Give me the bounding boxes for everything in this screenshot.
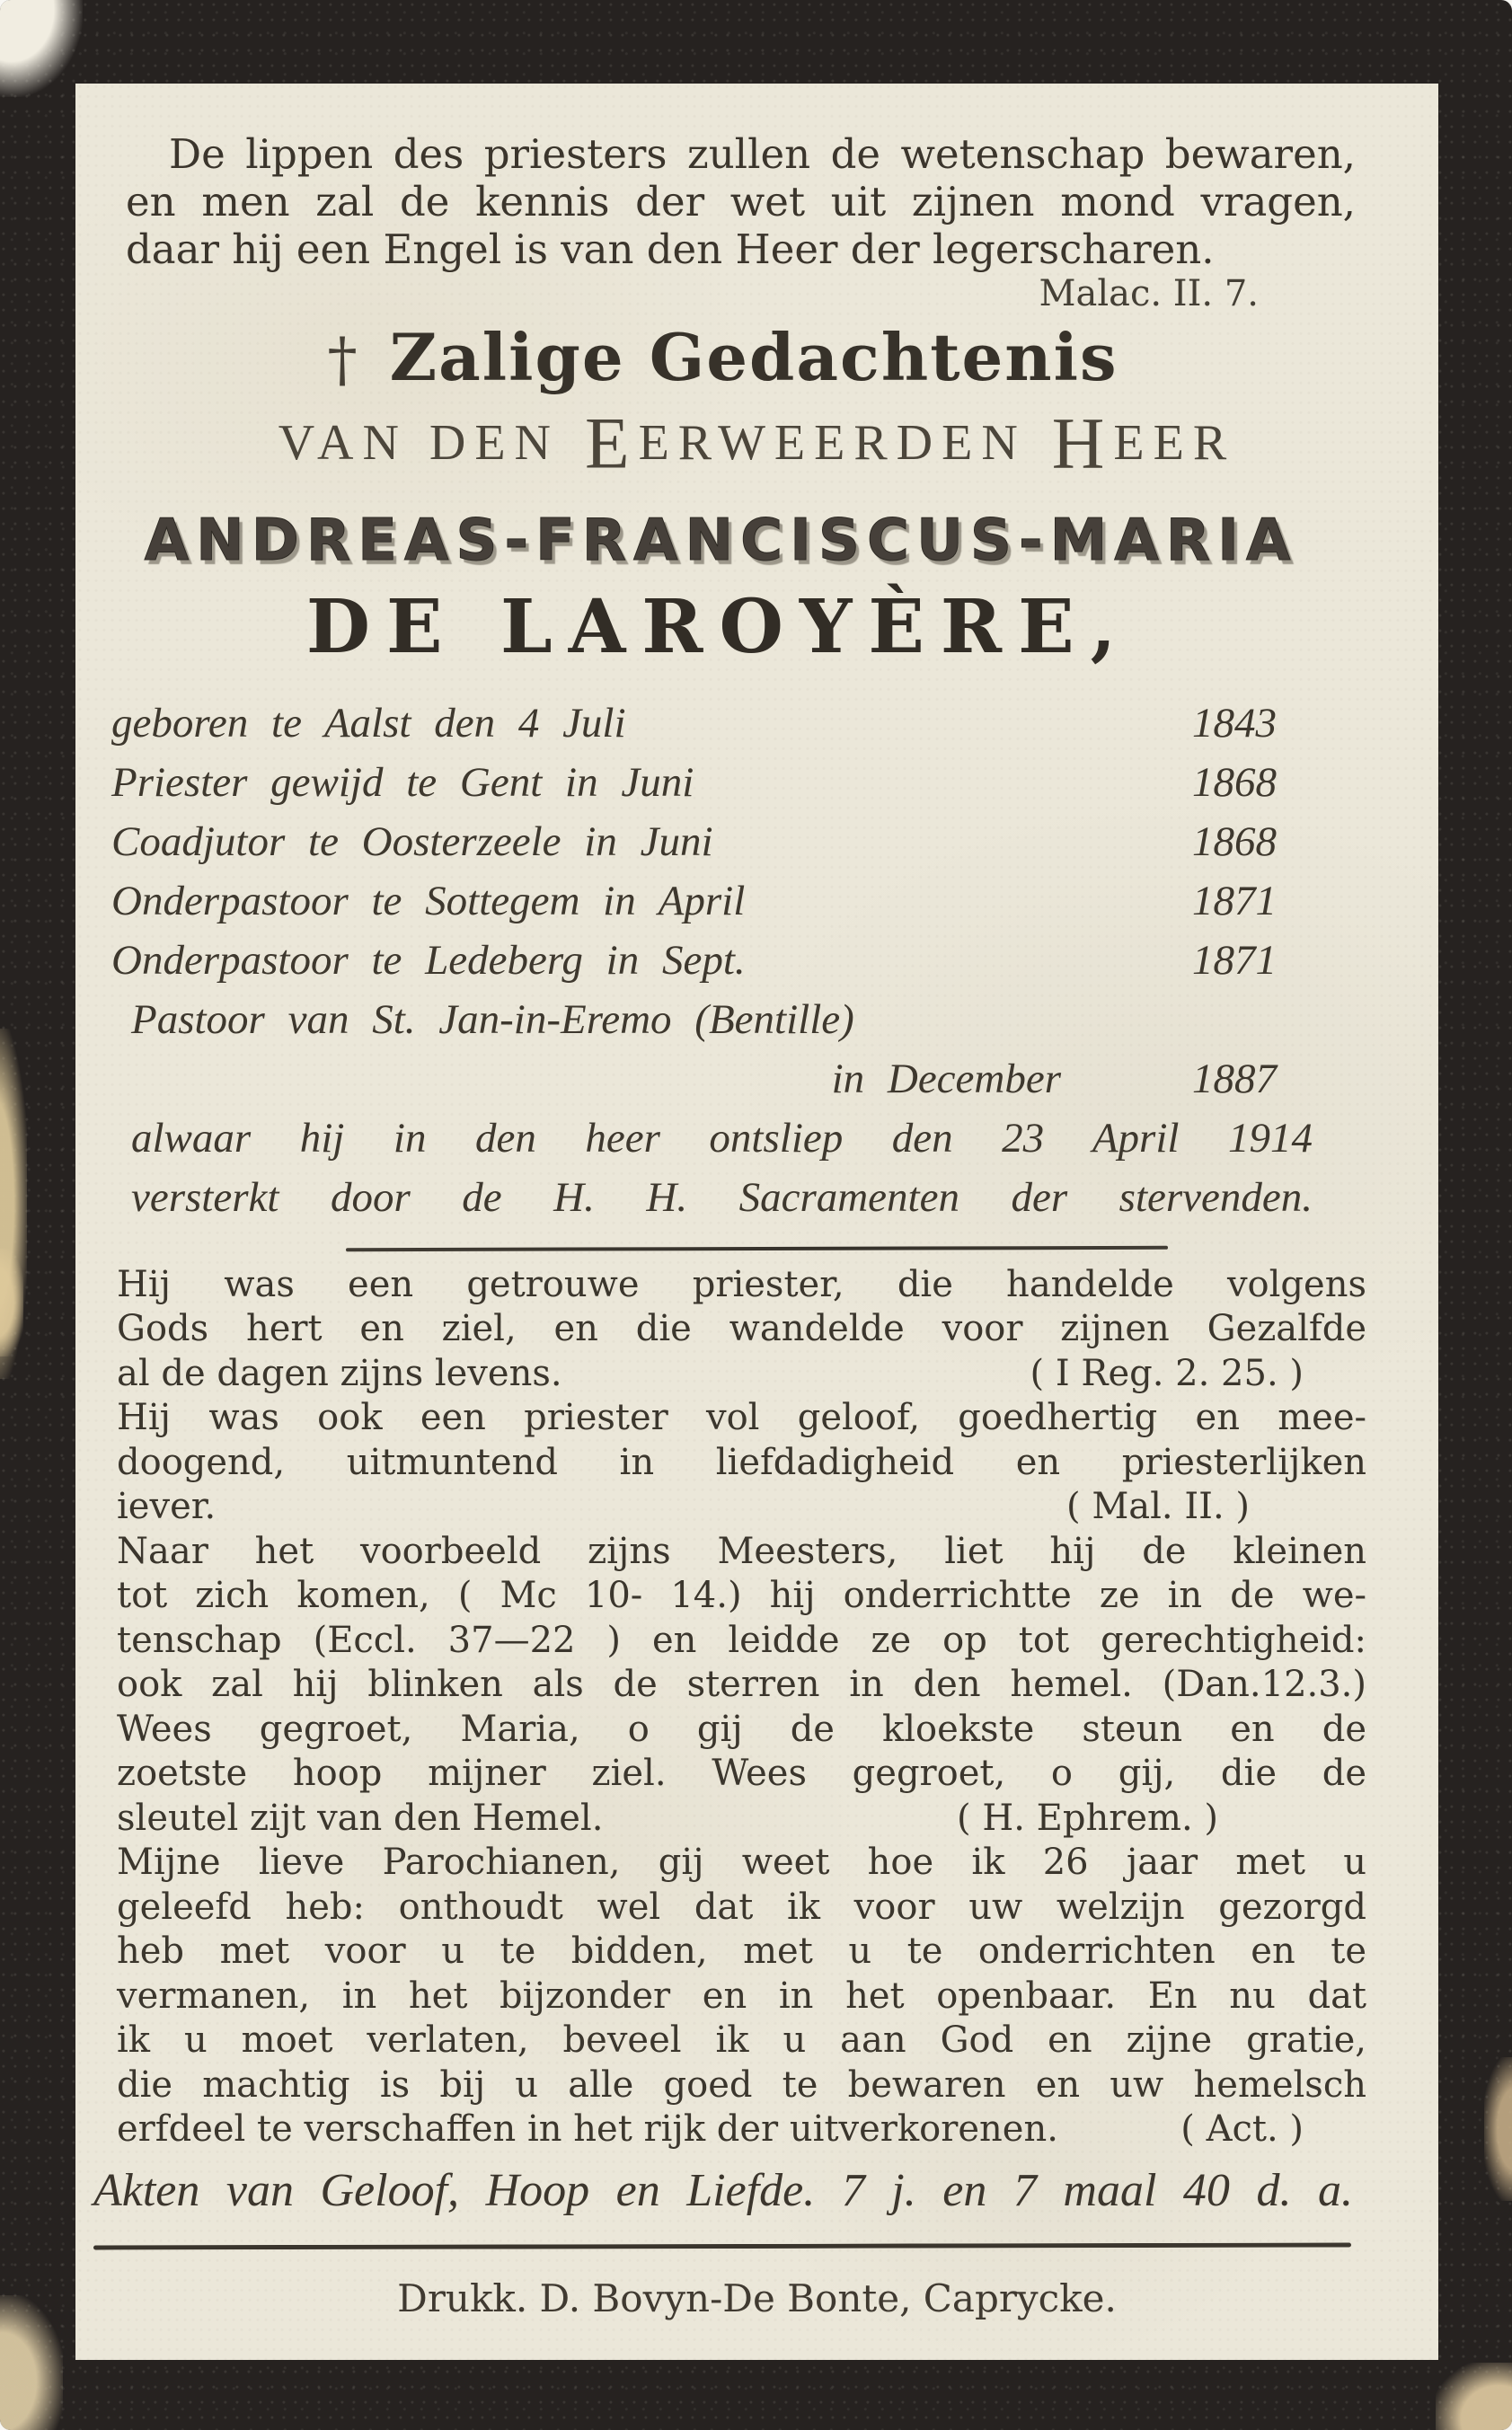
biography-list: [75, 694, 1438, 1109]
bio-label: Onderpastoor te Sottegem in April: [111, 877, 746, 924]
card-paper: [75, 84, 1438, 2360]
epigraph-quote: [126, 130, 1356, 273]
cross-icon: †: [327, 325, 359, 394]
epigraph-line: De lippen des priesters zullen de wetenschap bewaren,: [169, 130, 1356, 178]
body-line-text: al de dagen zijns levens.: [117, 1352, 562, 1394]
wear-mark-right-edge: [1484, 2057, 1512, 2201]
bio-year: 1843: [1192, 699, 1277, 747]
death-notice: [75, 1109, 1438, 1227]
scripture-ref: ( Mal. II. ): [1066, 1486, 1250, 1528]
deceased-given-names: ANDREAS-FRANCISCUS-MARIA: [144, 507, 1298, 574]
body-line: ook zal hij blinken als de sterren in den hemel. (Dan.12.3.): [117, 1664, 1366, 1706]
epigraph-line: en men zal de kennis der wet uit zijnen mond vragen,: [126, 178, 1356, 225]
bio-year: 1871: [1192, 877, 1277, 924]
subtitle-word-rest: EER: [1113, 415, 1236, 471]
subtitle-lead: VAN DEN: [278, 415, 560, 471]
body-line: geleefd heb: onthoudt wel dat ik voor uw welzijn gezorgd: [117, 1886, 1366, 1928]
bio-year: 1868: [1192, 758, 1277, 806]
body-line: [117, 1797, 1366, 1842]
wear-mark-top-left: [0, 0, 83, 97]
biography-row: [111, 812, 1277, 871]
body-line: [117, 2107, 1366, 2152]
body-line: Hij was ook een priester vol geloof, goedhertig en mee-: [117, 1397, 1366, 1439]
subtitle-word-heer: [1051, 402, 1236, 484]
body-line: heb met voor u te bidden, met u te onderrichten en te: [117, 1931, 1366, 1973]
bio-label: Onderpastoor te Ledeberg in Sept.: [111, 936, 746, 984]
divider-rule-bottom: [93, 2242, 1351, 2249]
body-line: [117, 1352, 1366, 1397]
body-line: doogend, uitmuntend in liefdadigheid en priesterlijken: [117, 1441, 1366, 1483]
wear-mark-bottom-left: [0, 2295, 63, 2430]
page-title: [75, 316, 1404, 402]
body-line: zoetste hoop mijner ziel. Wees gegroet, o gij, die de: [117, 1753, 1366, 1795]
death-line: versterkt door de H. H. Sacramenten der stervenden.: [131, 1173, 1313, 1221]
body-line: Wees gegroet, Maria, o gij de kloekste steun en de: [117, 1708, 1366, 1750]
bio-label: Priester gewijd te Gent in Juni: [111, 758, 694, 806]
biography-row: [111, 931, 1277, 990]
body-line: Naar het voorbeeld zijns Meesters, liet hij de kleinen: [117, 1530, 1366, 1572]
wear-mark-bottom-right: [1436, 2363, 1512, 2430]
bio-label: in December: [831, 1055, 1061, 1102]
epigraph-line: daar hij een Engel is van den Heer der legerscharen.: [126, 225, 1215, 273]
bio-label: geboren te Aalst den 4 Juli: [111, 699, 626, 747]
body-line: tenschap (Eccl. 37—22 ) en leidde ze op tot gerechtigheid:: [117, 1619, 1366, 1661]
page-title-text: Zalige Gedachtenis: [389, 319, 1119, 395]
bio-year: 1887: [1192, 1055, 1277, 1102]
body-line-text: erfdeel te verschaffen in het rijk der uitverkorenen.: [117, 2108, 1058, 2151]
subtitle-word-rest: ERWEERDEN: [638, 415, 1027, 471]
scripture-ref: ( I Reg. 2. 25. ): [1030, 1352, 1304, 1394]
body-line: vermanen, in het bijzonder en in het openbaar. En nu dat: [117, 1975, 1366, 2017]
biography-row: [111, 753, 1277, 812]
body-line: Hij was een getrouwe priester, die handelde volgens: [117, 1263, 1366, 1305]
deceased-family-name: DE LAROYÈRE,: [305, 583, 1133, 670]
scripture-ref: ( H. Ephrem. ): [957, 1797, 1218, 1839]
wear-mark-left-edge-2: [0, 1249, 23, 1356]
bio-label: Coadjutor te Oosterzeele in Juni: [111, 817, 713, 865]
epigraph-source: Malac. II. 7.: [1039, 273, 1259, 314]
wear-mark-left-edge: [0, 1029, 27, 1379]
body-line: tot zich komen, ( Mc 10- 14.) hij onderrichtte ze in de we-: [117, 1575, 1366, 1617]
bio-year: 1868: [1192, 817, 1277, 865]
scripture-ref: ( Act. ): [1180, 2108, 1304, 2151]
bio-year: 1871: [1192, 936, 1277, 984]
eulogy-text: [75, 1263, 1438, 2152]
printer-imprint: Drukk. D. Bovyn-De Bonte, Caprycke.: [397, 2275, 1117, 2320]
subtitle-word-eerweerden: [585, 402, 1027, 484]
biography-row-december: [111, 1049, 1277, 1109]
body-line-text: iever.: [117, 1486, 217, 1528]
biography-row-pastoor: Pastoor van St. Jan-in-Eremo (Bentille): [131, 995, 854, 1043]
divider-rule-top: [346, 1246, 1168, 1251]
body-line: die machtig is bij u alle goed te bewaren en uw hemelsch: [117, 2063, 1366, 2106]
biography-row: [111, 871, 1277, 931]
body-line-text: sleutel zijt van den Hemel.: [117, 1797, 604, 1839]
body-line: Mijne lieve Parochianen, gij weet hoe ik 26 jaar met u: [117, 1842, 1366, 1884]
biography-row: [111, 694, 1277, 753]
death-line: alwaar hij in den heer ontsliep den 23 April 1914: [131, 1114, 1313, 1162]
closing-indulgence-line: Akten van Geloof, Hoop en Liefde. 7 j. en 7 maal 40 d. a.: [93, 2164, 1353, 2216]
body-line: ik u moet verlaten, beveel ik u aan God en zijne gratie,: [117, 2019, 1366, 2062]
body-line: [117, 1485, 1366, 1530]
swash-initial: E: [585, 402, 639, 484]
swash-initial: H: [1051, 402, 1114, 484]
subtitle-eerweerden-heer: [75, 402, 1438, 484]
body-line: Gods hert en ziel, en die wandelde voor zijnen Gezalfde: [117, 1308, 1366, 1350]
